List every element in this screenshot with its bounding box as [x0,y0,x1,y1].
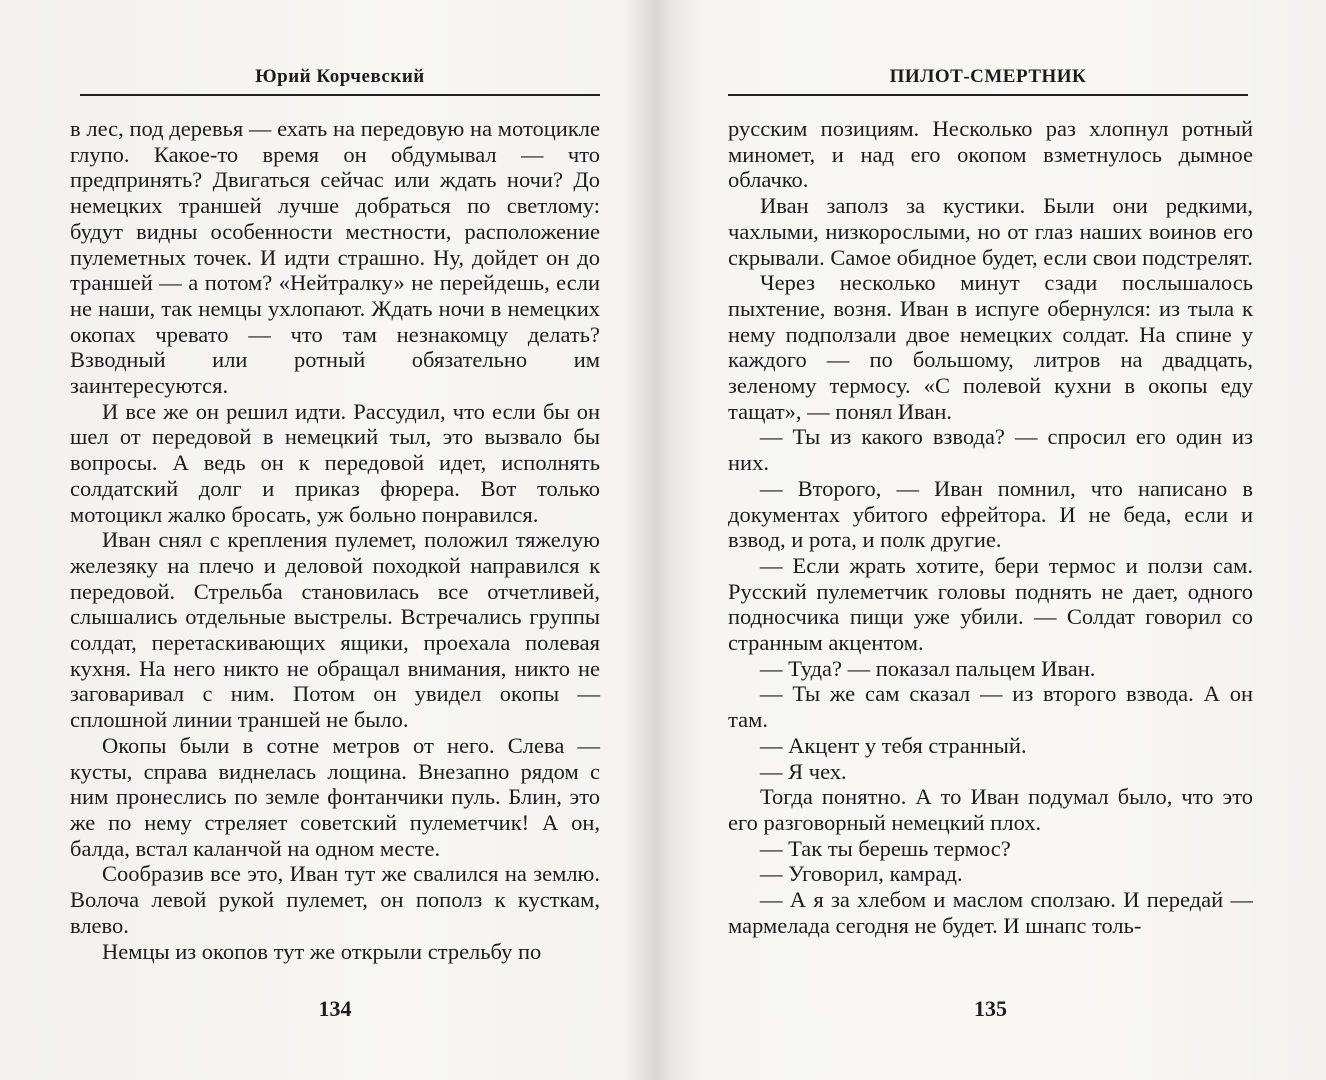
left-page [70,0,600,1080]
running-head-title: ПИЛОТ-СМЕРТНИК [728,66,1248,96]
paragraph: — Ты из какого взвода? — спросил его один из них. [728,424,1253,476]
running-head-author: Юрий Корчевский [80,66,600,96]
paragraph: И все же он решил идти. Рассудил, что если бы он шел от передовой в немецкий тыл, это вызвало бы вопросы. А ведь он к передовой идет, исполнять солдатский долг и приказ фюрера. Вот только мотоцикл жалко бросать, уж больно понравился. [70,398,600,527]
right-page [728,0,1253,1080]
paragraph: — Если жрать хотите, бери термос и ползи сам. Русский пулеметчик головы поднять не дает, одного подносчика пищи уже убили. — Солдат говорил со странным акцентом. [728,552,1253,656]
paragraph: — Второго, — Иван помнил, что написано в документах убитого ефрейтора. И не беда, если и взвод, и рота, и полк другие. [728,475,1253,553]
page-number: 134 [318,996,352,1021]
paragraph: Иван снял с крепления пулемет, положил тяжелую железяку на плечо и деловой походкой направился к передовой. Стрельба становилась все отчетливей, слышались отдельные выстрелы. Встречались группы солдат, перетаскивающих ящики, проехала полевая кухня. На него никто не обращал внимания, никто не заговаривал с ним. Потом он увидел окопы — сплошной линии траншей не было. [70,527,600,733]
paragraph: Через несколько минут сзади послышалось пыхтение, возня. Иван в испуге обернулся: из тыла к нему подползали двое немецких солдат. На спине у каждого — по большому, литров на двадцать, зеленому термосу. «С полевой кухни в окопы еду тащат», — понял Иван. [728,270,1253,424]
paragraph: русским позициям. Несколько раз хлопнул ротный миномет, и над его окопом взметнулось дымное облачко. [728,116,1253,193]
paragraph: Окопы были в сотне метров от него. Слева — кусты, справа виднелась лощина. Внезапно рядом с ним пронеслись по земле фонтанчики пуль. Блин, это же по нему стреляет советский пулеметчик! А он, балда, встал каланчой на одном месте. [70,732,600,861]
paragraph: Немцы из окопов тут же открыли стрельбу по [102,938,542,964]
left-page-body [70,116,600,964]
paragraph: — А я за хлебом и маслом сползаю. И передай — мармелада сегодня не будет. И шнапс толь- [728,887,1253,938]
paragraph: — Уговорил, камрад. [760,861,963,887]
paragraph: Сообразив все это, Иван тут же свалился на землю. Волоча левой рукой пулемет, он пополз к кусткам, влево. [70,861,600,938]
paragraph: — Туда? — показал пальцем Иван. [760,655,1096,681]
paragraph: — Акцент у тебя странный. [760,732,1027,758]
paragraph: — Я чех. [760,758,847,784]
right-page-body [728,116,1253,939]
page-number: 135 [974,996,1007,1021]
paragraph: Тогда понятно. А то Иван подумал было, что это его разговорный немецкий плох. [728,784,1253,835]
paragraph: — Ты же сам сказал — из второго взвода. А он там. [728,681,1253,733]
paragraph: Иван заполз за кустики. Были они редкими, чахлыми, низкорослыми, но от глаз наших воинов его скрывали. Самое обидное будет, если свои подстрелят. [728,193,1253,270]
paragraph: в лес, под деревья — ехать на передовую на мотоцикле глупо. Какое-то время он обдумывал — что предпринять? Двигаться сейчас или ждать ночи? До немецких траншей лучше добраться по светлому: будут видны особенности местности, расположение пулеметных точек. И идти страшно. Ну, дойдет он до траншей — а потом? «Нейтралку» не перейдешь, если не наши, так немцы ухлопают. Ждать ночи в немецких окопах чревато — что там незнакомцу делать? Взводный или ротный обязательно им заинтересуются. [70,116,600,399]
paragraph: — Так ты берешь термос? [760,835,1011,861]
